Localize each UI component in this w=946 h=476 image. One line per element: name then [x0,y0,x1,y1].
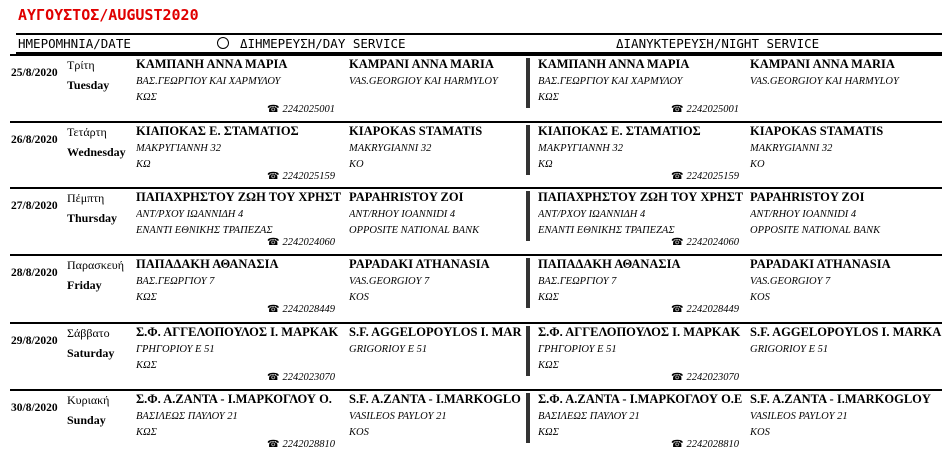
row-day-greek: Τρίτη [67,58,95,72]
night-pharmacy-name-english: S.F. AGGELOPOYLOS I. MARKA [750,325,942,339]
row-day-english: Thursday [67,211,118,225]
day-pharmacy-address-english: GRIGORIOY E 51 [349,344,428,355]
phone-icon: ☎ [671,304,684,315]
night-pharmacy-phone [671,104,739,115]
day-pharmacy-name-greek: ΠΑΠΑΧΡΗΣΤΟΥ ΖΩΗ ΤΟΥ ΧΡΗΣΤ [136,190,341,204]
column-divider [526,258,530,308]
phone-icon: ☎ [671,104,684,115]
row-divider-line [10,187,942,189]
table-row [0,254,946,318]
day-pharmacy-city-english: KOS [349,427,369,438]
day-pharmacy-name-greek: ΠΑΠΑΔΑΚΗ ΑΘΑΝΑΣΙΑ [136,257,279,271]
header-date: ΗΜΕΡΟΜΗΝΙΑ/DATE [18,36,131,51]
phone-icon: ☎ [671,171,684,182]
night-pharmacy-city-english: KOS [750,427,770,438]
day-pharmacy-city-english: KO [349,159,364,170]
row-day-english: Friday [67,278,102,292]
night-pharmacy-name-english: KIAPOKAS STAMATIS [750,124,884,138]
night-pharmacy-name-english: S.F. A.ZANTA - I.MARKOGLOY [750,392,931,406]
night-pharmacy-address-greek: ΒΑΣΙΛΕΩΣ ΠΑΥΛΟΥ 21 [538,411,640,422]
night-pharmacy-address-english: MAKRYGIANNI 32 [750,143,833,154]
night-pharmacy-address-english: VASILEOS PAYLOY 21 [750,411,848,422]
day-pharmacy-address-greek: ΑΝΤ/ΡΧΟΥ ΙΩΑΝΝΙΔΗ 4 [136,209,244,220]
column-divider [526,326,530,376]
row-day-greek: Τετάρτη [67,125,107,139]
day-pharmacy-city-greek: ΚΩΣ [136,292,157,303]
night-phone-number: 2242028449 [686,304,739,315]
row-divider-line [10,54,942,56]
phone-icon: ☎ [671,237,684,248]
night-pharmacy-address-greek: ΜΑΚΡΥΓΙΑΝΝΗ 32 [538,143,624,154]
day-pharmacy-name-greek: Σ.Φ. Α.ΖΑΝΤΑ - Ι.ΜΑΡΚΟΓΛΟΥ Ο. [136,392,332,406]
row-date: 28/8/2020 [11,267,58,279]
night-phone-number: 2242023070 [686,372,739,383]
night-pharmacy-city-greek: ΚΩΣ [538,427,559,438]
row-divider-line [10,254,942,256]
day-pharmacy-name-english: PAPAHRISTOY ZOI [349,190,464,204]
phone-icon: ☎ [267,237,280,248]
phone-icon: ☎ [267,439,280,450]
day-pharmacy-city-greek: ΚΩΣ [136,360,157,371]
night-pharmacy-city-greek: ΚΩΣ [538,292,559,303]
day-phone-number: 2242023070 [282,372,335,383]
row-divider-line [10,322,942,324]
day-pharmacy-phone [267,372,335,383]
night-pharmacy-name-greek: ΠΑΠΑΔΑΚΗ ΑΘΑΝΑΣΙΑ [538,257,681,271]
day-phone-number: 2242028810 [282,439,335,450]
day-pharmacy-phone [267,104,335,115]
row-day-greek: Κυριακή [67,393,110,407]
day-pharmacy-city-greek: ΚΩΣ [136,92,157,103]
night-pharmacy-city-greek: ΚΩ [538,159,553,170]
day-pharmacy-address-english: VAS.GEORGIOY KAI HARMYLOY [349,76,498,87]
night-pharmacy-name-greek: ΚΙΑΠΟΚΑΣ Ε. ΣΤΑΜΑΤΙΟΣ [538,124,701,138]
night-pharmacy-address-greek: ΒΑΣ.ΓΕΩΡΓΙΟΥ 7 [538,276,617,287]
night-phone-number: 2242024060 [686,237,739,248]
day-pharmacy-name-english: PAPADAKI ATHANASIA [349,257,490,271]
night-pharmacy-name-greek: Σ.Φ. ΑΓΓΕΛΟΠΟΥΛΟΣ Ι. ΜΑΡΚΑΚ [538,325,741,339]
day-pharmacy-city-greek: ΕΝΑΝΤΙ ΕΘΝΙΚΗΣ ΤΡΑΠΕΖΑΣ [136,225,273,236]
day-pharmacy-city-greek: ΚΩ [136,159,151,170]
day-pharmacy-address-greek: ΒΑΣ.ΓΕΩΡΓΙΟΥ 7 [136,276,215,287]
night-pharmacy-phone [671,237,739,248]
day-pharmacy-phone [267,439,335,450]
night-pharmacy-address-english: GRIGORIOY E 51 [750,344,829,355]
night-phone-number: 2242025159 [686,171,739,182]
phone-icon: ☎ [671,439,684,450]
phone-icon: ☎ [267,104,280,115]
row-day-english: Tuesday [67,78,110,92]
day-pharmacy-name-greek: Σ.Φ. ΑΓΓΕΛΟΠΟΥΛΟΣ Ι. ΜΑΡΚΑΚ [136,325,339,339]
day-pharmacy-phone [267,237,335,248]
row-day-greek: Σάββατο [67,326,110,340]
day-pharmacy-address-english: ANT/RHOY IOANNIDI 4 [349,209,456,220]
night-pharmacy-name-english: PAPADAKI ATHANASIA [750,257,891,271]
row-day-english: Saturday [67,346,115,360]
row-divider-line [10,121,942,123]
night-pharmacy-address-english: VAS.GEORGIOY KAI HARMYLOY [750,76,899,87]
night-pharmacy-city-english: KO [750,159,765,170]
night-pharmacy-name-greek: ΠΑΠΑΧΡΗΣΤΟΥ ΖΩΗ ΤΟΥ ΧΡΗΣΤ [538,190,743,204]
table-row [0,322,946,386]
night-pharmacy-name-english: PAPAHRISTOY ZOI [750,190,865,204]
day-phone-number: 2242028449 [282,304,335,315]
day-pharmacy-city-english: KOS [349,292,369,303]
month-title: ΑΥΓΟΥΣΤΟΣ/AUGUST2020 [18,6,199,24]
table-header [16,33,942,54]
night-pharmacy-name-greek: Σ.Φ. Α.ΖΑΝΤΑ - Ι.ΜΑΡΚΟΓΛΟΥ Ο.Ε [538,392,743,406]
phone-icon: ☎ [267,372,280,383]
night-pharmacy-city-english: KOS [750,292,770,303]
night-pharmacy-address-english: ANT/RHOY IOANNIDI 4 [750,209,857,220]
night-pharmacy-city-greek: ΕΝΑΝΤΙ ΕΘΝΙΚΗΣ ΤΡΑΠΕΖΑΣ [538,225,675,236]
day-pharmacy-name-english: KIAPOKAS STAMATIS [349,124,483,138]
circle-icon [217,37,229,49]
night-phone-number: 2242028810 [686,439,739,450]
header-night-service: ΔΙΑΝΥΚΤΕΡΕΥΣΗ/NIGHT SERVICE [616,36,820,51]
day-pharmacy-address-greek: ΓΡΗΓΟΡΙΟΥ Ε 51 [136,344,215,355]
phone-icon: ☎ [267,171,280,182]
day-pharmacy-city-english: OPPOSITE NATIONAL BANK [349,225,480,236]
night-pharmacy-phone [671,171,739,182]
night-pharmacy-address-english: VAS.GEORGIOY 7 [750,276,831,287]
row-date: 25/8/2020 [11,67,58,79]
night-pharmacy-city-greek: ΚΩΣ [538,360,559,371]
day-phone-number: 2242025001 [282,104,335,115]
column-divider [526,191,530,241]
night-phone-number: 2242025001 [686,104,739,115]
night-pharmacy-city-english: OPPOSITE NATIONAL BANK [750,225,881,236]
phone-icon: ☎ [671,372,684,383]
row-divider-line [10,389,942,391]
day-pharmacy-address-greek: ΒΑΣΙΛΕΩΣ ΠΑΥΛΟΥ 21 [136,411,238,422]
header-day-service: ΔΙΗΜΕΡΕΥΣΗ/DAY SERVICE [240,36,406,51]
row-date: 29/8/2020 [11,335,58,347]
day-pharmacy-address-greek: ΒΑΣ.ΓΕΩΡΓΙΟΥ ΚΑΙ ΧΑΡΜΥΛΟΥ [136,76,281,87]
day-pharmacy-address-greek: ΜΑΚΡΥΓΙΑΝΝΗ 32 [136,143,222,154]
row-day-greek: Πέμπτη [67,191,105,205]
day-pharmacy-name-english: KAMPANI ANNA MARIA [349,57,494,71]
day-pharmacy-city-greek: ΚΩΣ [136,427,157,438]
night-pharmacy-phone [671,304,739,315]
day-pharmacy-name-english: S.F. A.ZANTA - I.MARKOGLO [349,392,521,406]
day-phone-number: 2242024060 [282,237,335,248]
night-pharmacy-address-greek: ΒΑΣ.ΓΕΩΡΓΙΟΥ ΚΑΙ ΧΑΡΜΥΛΟΥ [538,76,683,87]
column-divider [526,58,530,108]
phone-icon: ☎ [267,304,280,315]
night-pharmacy-address-greek: ΓΡΗΓΟΡΙΟΥ Ε 51 [538,344,617,355]
day-pharmacy-address-english: MAKRYGIANNI 32 [349,143,432,154]
day-phone-number: 2242025159 [282,171,335,182]
day-pharmacy-address-english: VAS.GEORGIOY 7 [349,276,430,287]
row-day-english: Sunday [67,413,106,427]
night-pharmacy-phone [671,439,739,450]
day-pharmacy-phone [267,304,335,315]
night-pharmacy-phone [671,372,739,383]
table-row [0,187,946,251]
row-date: 26/8/2020 [11,134,58,146]
table-row [0,389,946,453]
column-divider [526,393,530,443]
night-pharmacy-city-greek: ΚΩΣ [538,92,559,103]
night-pharmacy-name-english: KAMPANI ANNA MARIA [750,57,895,71]
table-row [0,121,946,185]
table-row [0,54,946,118]
row-date: 27/8/2020 [11,200,58,212]
row-day-greek: Παρασκευή [67,258,124,272]
row-date: 30/8/2020 [11,402,58,414]
day-pharmacy-address-english: VASILEOS PAYLOY 21 [349,411,447,422]
day-pharmacy-name-greek: ΚΑΜΠΑΝΗ ΑΝΝΑ ΜΑΡΙΑ [136,57,288,71]
day-pharmacy-phone [267,171,335,182]
column-divider [526,125,530,175]
row-day-english: Wednesday [67,145,126,159]
night-pharmacy-address-greek: ΑΝΤ/ΡΧΟΥ ΙΩΑΝΝΙΔΗ 4 [538,209,646,220]
night-pharmacy-name-greek: ΚΑΜΠΑΝΗ ΑΝΝΑ ΜΑΡΙΑ [538,57,690,71]
day-pharmacy-name-greek: ΚΙΑΠΟΚΑΣ Ε. ΣΤΑΜΑΤΙΟΣ [136,124,299,138]
day-pharmacy-name-english: S.F. AGGELOPOYLOS I. MAR [349,325,522,339]
